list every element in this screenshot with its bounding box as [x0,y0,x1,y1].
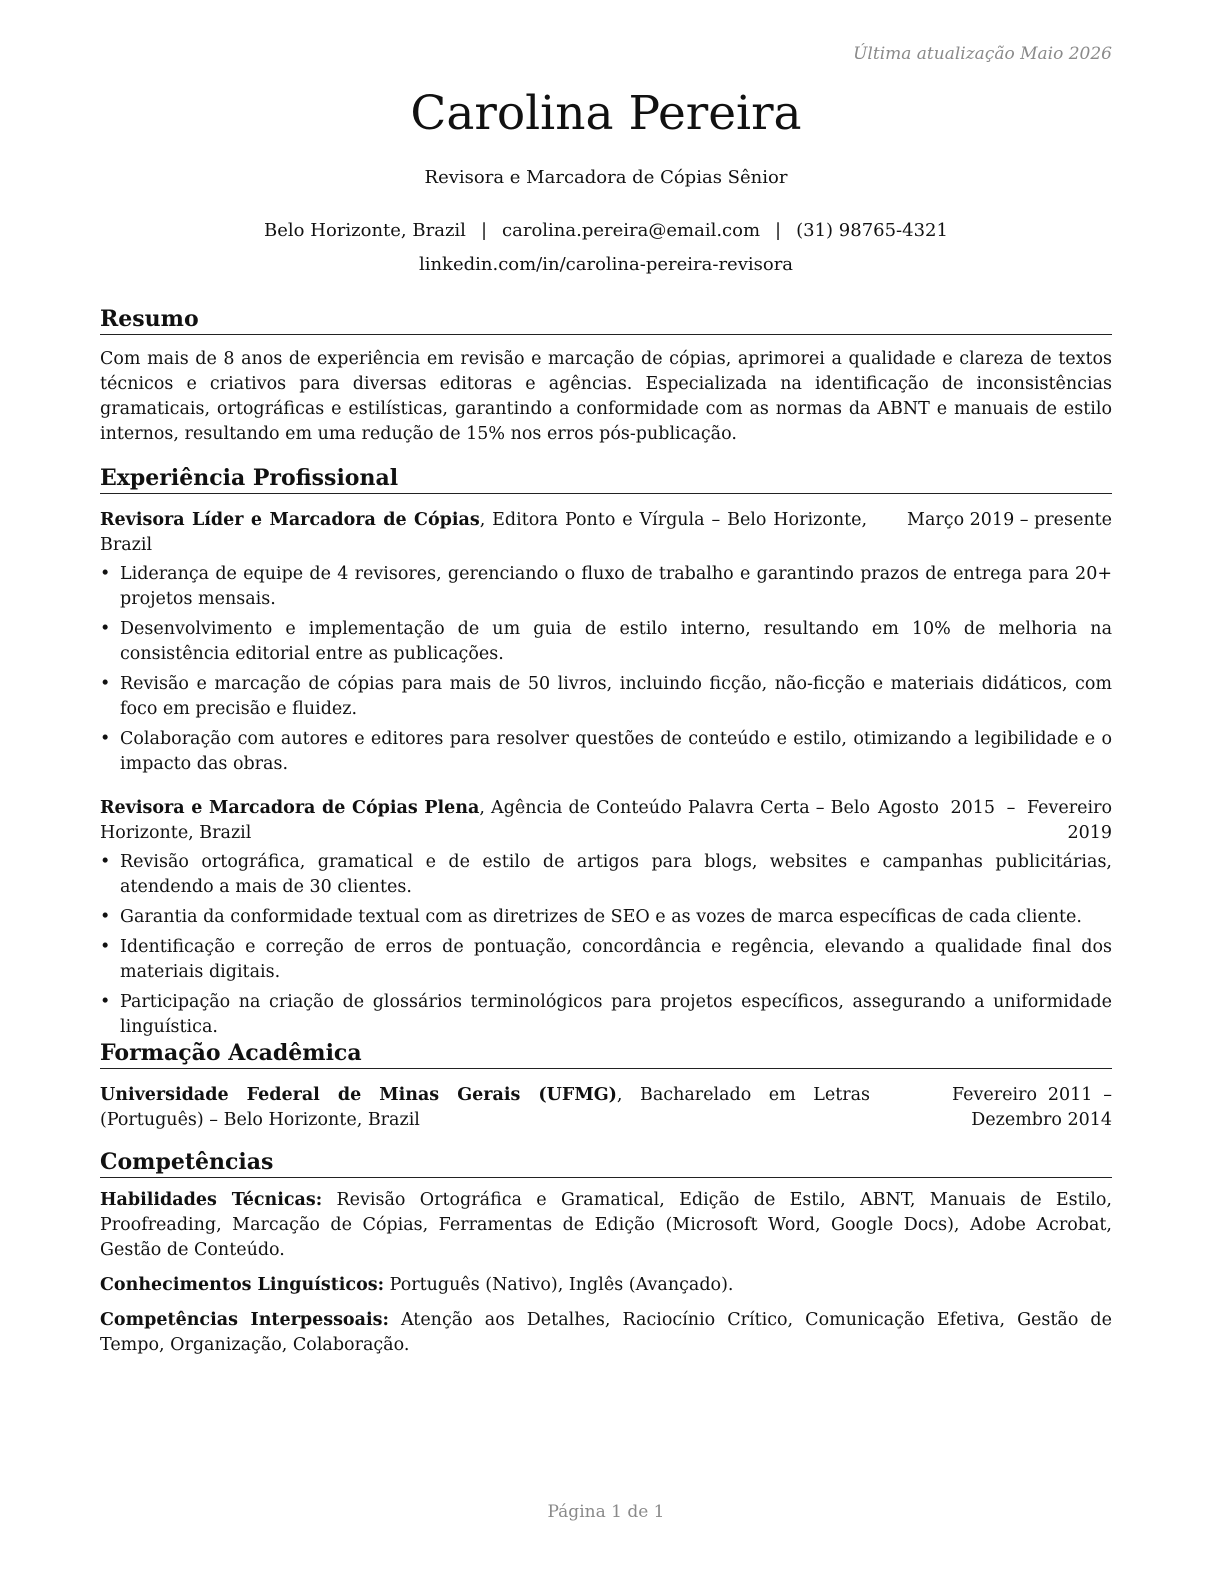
job-role: Revisora e Marcadora de Cópias Plena [100,798,480,818]
job-dates: Março 2019 – presente [907,510,1112,530]
education-section [100,1039,1112,1133]
section-title: Resumo [100,305,1112,335]
linkedin-link[interactable]: linkedin.com/in/carolina-pereira-revisora [418,254,794,275]
job-header [100,796,1112,846]
skill-group [100,1308,1112,1358]
skill-label: Conhecimentos Linguísticos: [100,1275,385,1295]
job-bullets [100,562,1112,777]
experience-section [100,464,1112,1045]
list-item: • Desenvolvimento e implementação de um guia de estilo interno, resultando em 10% de melhoria na consistência editorial entre as publicações. [120,617,1112,667]
list-item: • Identificação e correção de erros de pontuação, concordância e regência, elevando a qualidade final dos materiais digitais. [120,935,1112,985]
resume-page [100,0,1112,1584]
skill-group [100,1273,1112,1298]
location: Belo Horizonte, Brazil [264,220,466,241]
page-number: Página 1 de 1 [547,1502,665,1522]
degree: , Bacharelado em Letras (Português) – Belo Horizonte, Brazil [100,1085,871,1130]
job-header [100,508,1112,558]
separator: | [775,220,782,241]
job-role: Revisora Líder e Marcadora de Cópias [100,510,480,530]
job-bullets [100,850,1112,1040]
skill-group [100,1188,1112,1263]
list-item: • Revisão e marcação de cópias para mais de 50 livros, incluindo ficção, não-ficção e materiais didáticos, com foco em precisão e fluidez. [120,672,1112,722]
separator: | [480,220,488,241]
summary-text: Com mais de 8 anos de experiência em revisão e marcação de cópias, aprimorei a qualidade e clareza de textos técnicos e criativos para diversas editoras e agências. Especializada na identificação de inconsistências gramaticais, ortográficas e estilísticas, garantindo a conformidade com as normas da ABNT e manuais de estilo internos, resultando em uma redução de 15% nos erros pós-publicação. [100,349,1112,444]
institution: Universidade Federal de Minas Gerais (UFMG) [100,1085,617,1105]
list-item: • Liderança de equipe de 4 revisores, gerenciando o fluxo de trabalho e garantindo prazos de entrega para 20+ projetos mensais. [120,562,1112,612]
summary-section [100,305,1112,447]
section-title: Experiência Profissional [100,464,1112,494]
skill-label: Habilidades Técnicas: [100,1190,323,1210]
candidate-name: Carolina Pereira [410,86,802,141]
list-item: • Colaboração com autores e editores para resolver questões de conteúdo e estilo, otimizando a legibilidade e o impacto das obras. [120,727,1112,777]
education-entry [100,1083,1112,1133]
job-title: Revisora e Marcadora de Cópias Sênior [424,167,788,188]
skills-section [100,1148,1112,1358]
list-item: • Revisão ortográfica, gramatical e de estilo de artigos para blogs, websites e campanhas publicitárias, atendendo a mais de 30 clientes. [120,850,1112,900]
skill-value: Revisão Ortográfica e Gramatical, Edição de Estilo, ABNT, Manuais de Estilo, Proofreading, Marcação de Cópias, Ferramentas de Edição (Microsoft Word, Google Docs), Adobe Acrobat, Gestão de Conteúdo. [100,1190,1112,1260]
job-company: , Editora Ponto e Vírgula – Belo Horizonte, Brazil [100,510,868,555]
phone: (31) 98765-4321 [796,220,948,241]
education-dates: Fevereiro 2011 – Dezembro 2014 [952,1085,1112,1130]
job-entry [100,796,1112,1040]
skill-label: Competências Interpessoais: [100,1310,389,1330]
last-updated: Última atualização Maio 2026 [853,44,1112,64]
list-item: • Participação na criação de glossários terminológicos para projetos específicos, assegurando a uniformidade linguística. [120,990,1112,1040]
email-link[interactable]: carolina.pereira@email.com [502,220,761,241]
section-title: Formação Acadêmica [100,1039,1112,1069]
list-item: • Garantia da conformidade textual com as diretrizes de SEO e as vozes de marca específicas de cada cliente. [120,905,1112,930]
skill-value: Português (Nativo), Inglês (Avançado). [384,1275,734,1295]
job-dates: Agosto 2015 – Fevereiro 2019 [878,798,1112,843]
job-entry [100,508,1112,777]
contact-line [100,220,1112,241]
skill-value: Atenção aos Detalhes, Raciocínio Crítico, Comunicação Efetiva, Gestão de Tempo, Organização, Colaboração. [100,1310,1112,1355]
job-company: , Agência de Conteúdo Palavra Certa – Belo Horizonte, Brazil [100,798,870,843]
section-title: Competências [100,1148,1112,1178]
